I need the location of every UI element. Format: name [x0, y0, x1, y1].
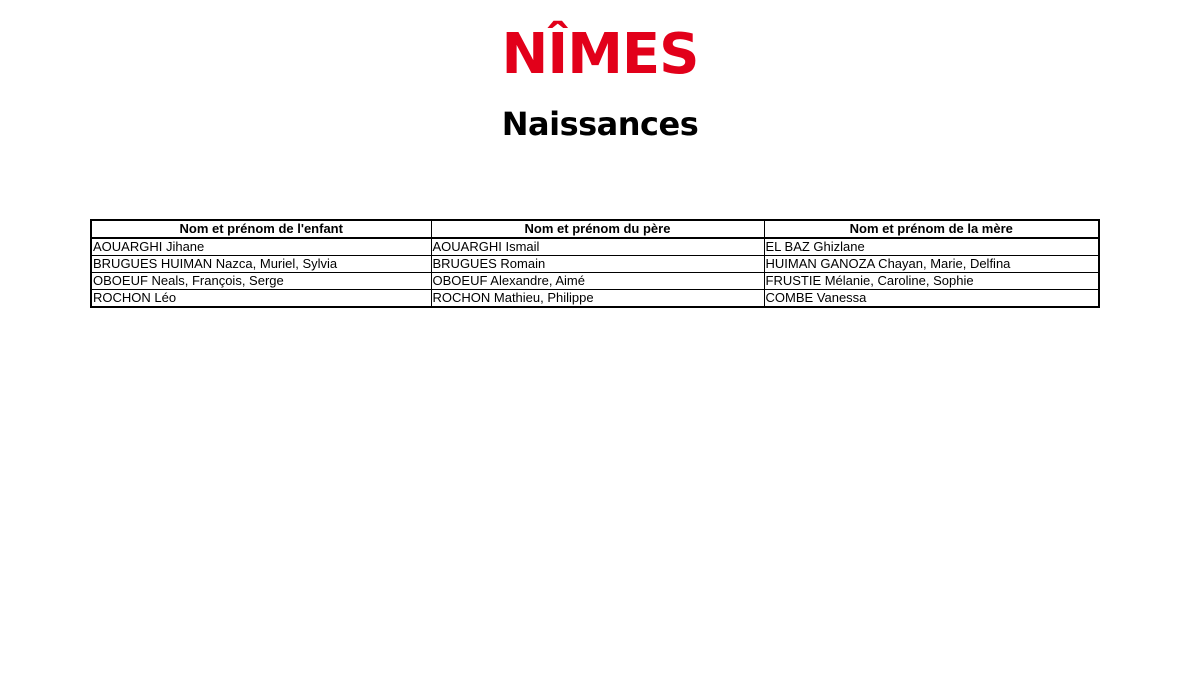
births-table — [90, 219, 1100, 308]
child-name-cell: AOUARGHI Jihane — [91, 238, 431, 256]
column-header-child: Nom et prénom de l'enfant — [91, 220, 431, 238]
child-name-cell: ROCHON Léo — [91, 290, 431, 308]
father-name-cell: BRUGUES Romain — [431, 256, 764, 273]
births-table-container — [90, 219, 1098, 308]
mother-name-cell: HUIMAN GANOZA Chayan, Marie, Delfina — [764, 256, 1099, 273]
table-row — [91, 256, 1099, 273]
table-row — [91, 238, 1099, 256]
child-name-cell: BRUGUES HUIMAN Nazca, Muriel, Sylvia — [91, 256, 431, 273]
page-title: Naissances — [501, 105, 699, 143]
table-row — [91, 290, 1099, 308]
table-header-row — [91, 220, 1099, 238]
mother-name-cell: EL BAZ Ghizlane — [764, 238, 1099, 256]
column-header-mother: Nom et prénom de la mère — [764, 220, 1099, 238]
table-row — [91, 273, 1099, 290]
father-name-cell: OBOEUF Alexandre, Aimé — [431, 273, 764, 290]
mother-name-cell: COMBE Vanessa — [764, 290, 1099, 308]
city-title: NÎMES — [501, 22, 699, 87]
child-name-cell: OBOEUF Neals, François, Serge — [91, 273, 431, 290]
father-name-cell: ROCHON Mathieu, Philippe — [431, 290, 764, 308]
mother-name-cell: FRUSTIE Mélanie, Caroline, Sophie — [764, 273, 1099, 290]
column-header-father: Nom et prénom du père — [431, 220, 764, 238]
father-name-cell: AOUARGHI Ismail — [431, 238, 764, 256]
